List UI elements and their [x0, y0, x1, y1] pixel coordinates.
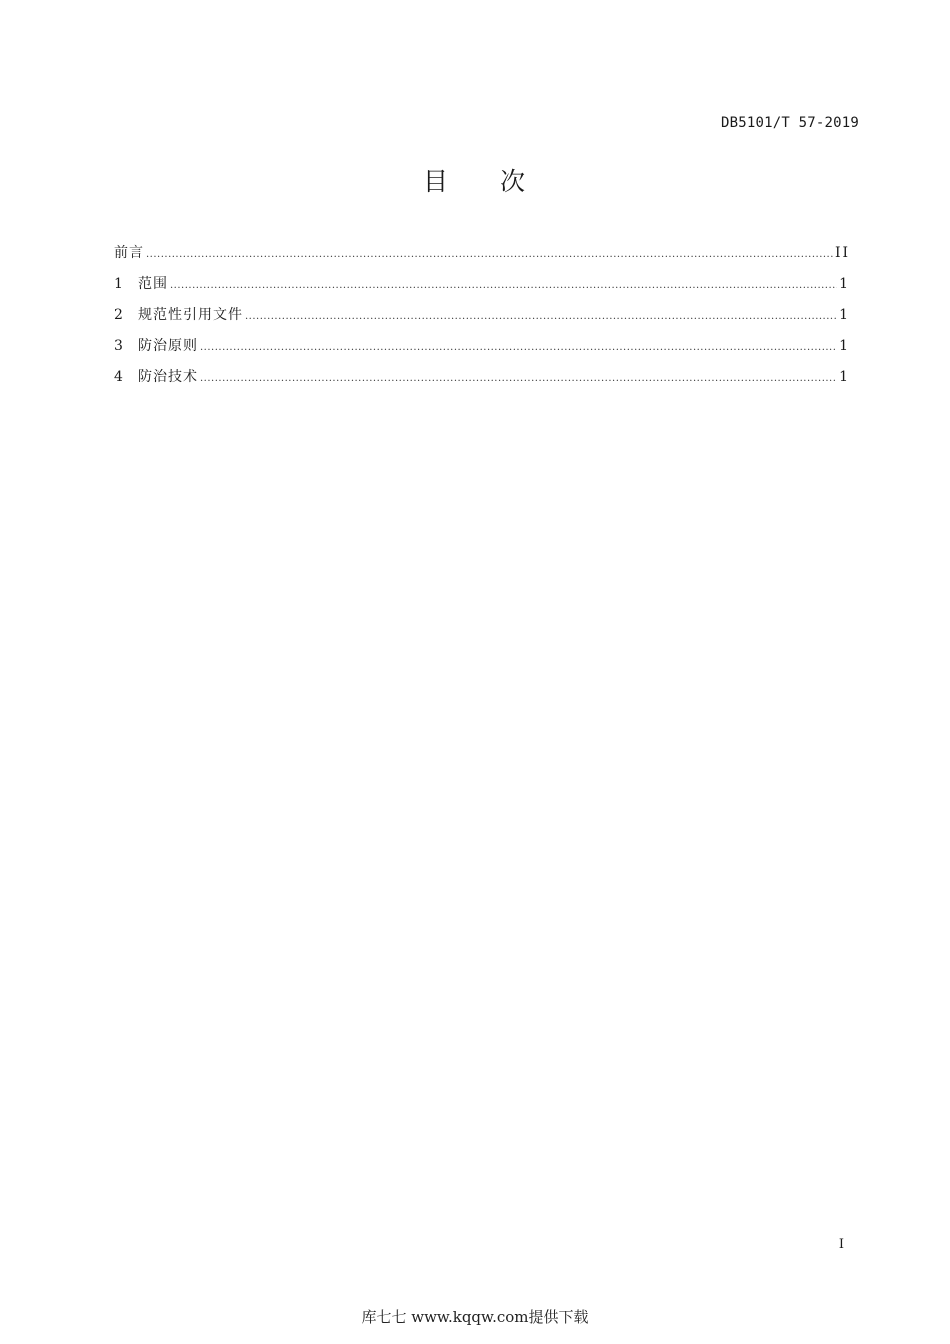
toc-entry-label: 前言	[114, 245, 144, 261]
page-number: I	[838, 1237, 844, 1252]
toc-entry-number: 1	[114, 276, 123, 292]
toc-entry-page: 1	[839, 369, 850, 385]
toc-entry-page: II	[834, 245, 850, 261]
toc-entry-control-techniques[interactable]	[114, 366, 850, 397]
toc-entry-page: 1	[839, 338, 850, 354]
toc-entry-foreword[interactable]	[114, 242, 850, 273]
toc-entry-label: 范围	[138, 276, 168, 292]
toc-entry-label: 规范性引用文件	[138, 307, 243, 323]
toc-entry-number: 4	[114, 369, 123, 385]
toc-dot-leader	[200, 373, 837, 384]
toc-entry-number: 2	[114, 307, 123, 323]
toc-dot-leader	[200, 342, 837, 353]
toc-entry-number: 3	[114, 338, 123, 354]
document-code: DB5101/T 57-2019	[720, 115, 859, 131]
download-watermark: 库七七 www.kqqw.com提供下载	[361, 1308, 589, 1326]
toc-title	[0, 162, 950, 198]
table-of-contents	[114, 242, 850, 397]
toc-dot-leader	[245, 311, 837, 322]
toc-entry-page: 1	[839, 307, 850, 323]
toc-title-part2: 次	[500, 167, 528, 196]
toc-entry-label: 防治原则	[138, 338, 198, 354]
toc-dot-leader	[170, 280, 837, 291]
toc-entry-label: 防治技术	[138, 369, 198, 385]
toc-entry-control-principles[interactable]	[114, 335, 850, 366]
toc-dot-leader	[146, 249, 833, 260]
toc-title-part1: 目	[422, 167, 450, 196]
toc-entry-page: 1	[839, 276, 850, 292]
toc-entry-normative-references[interactable]	[114, 304, 850, 335]
toc-entry-scope[interactable]	[114, 273, 850, 304]
